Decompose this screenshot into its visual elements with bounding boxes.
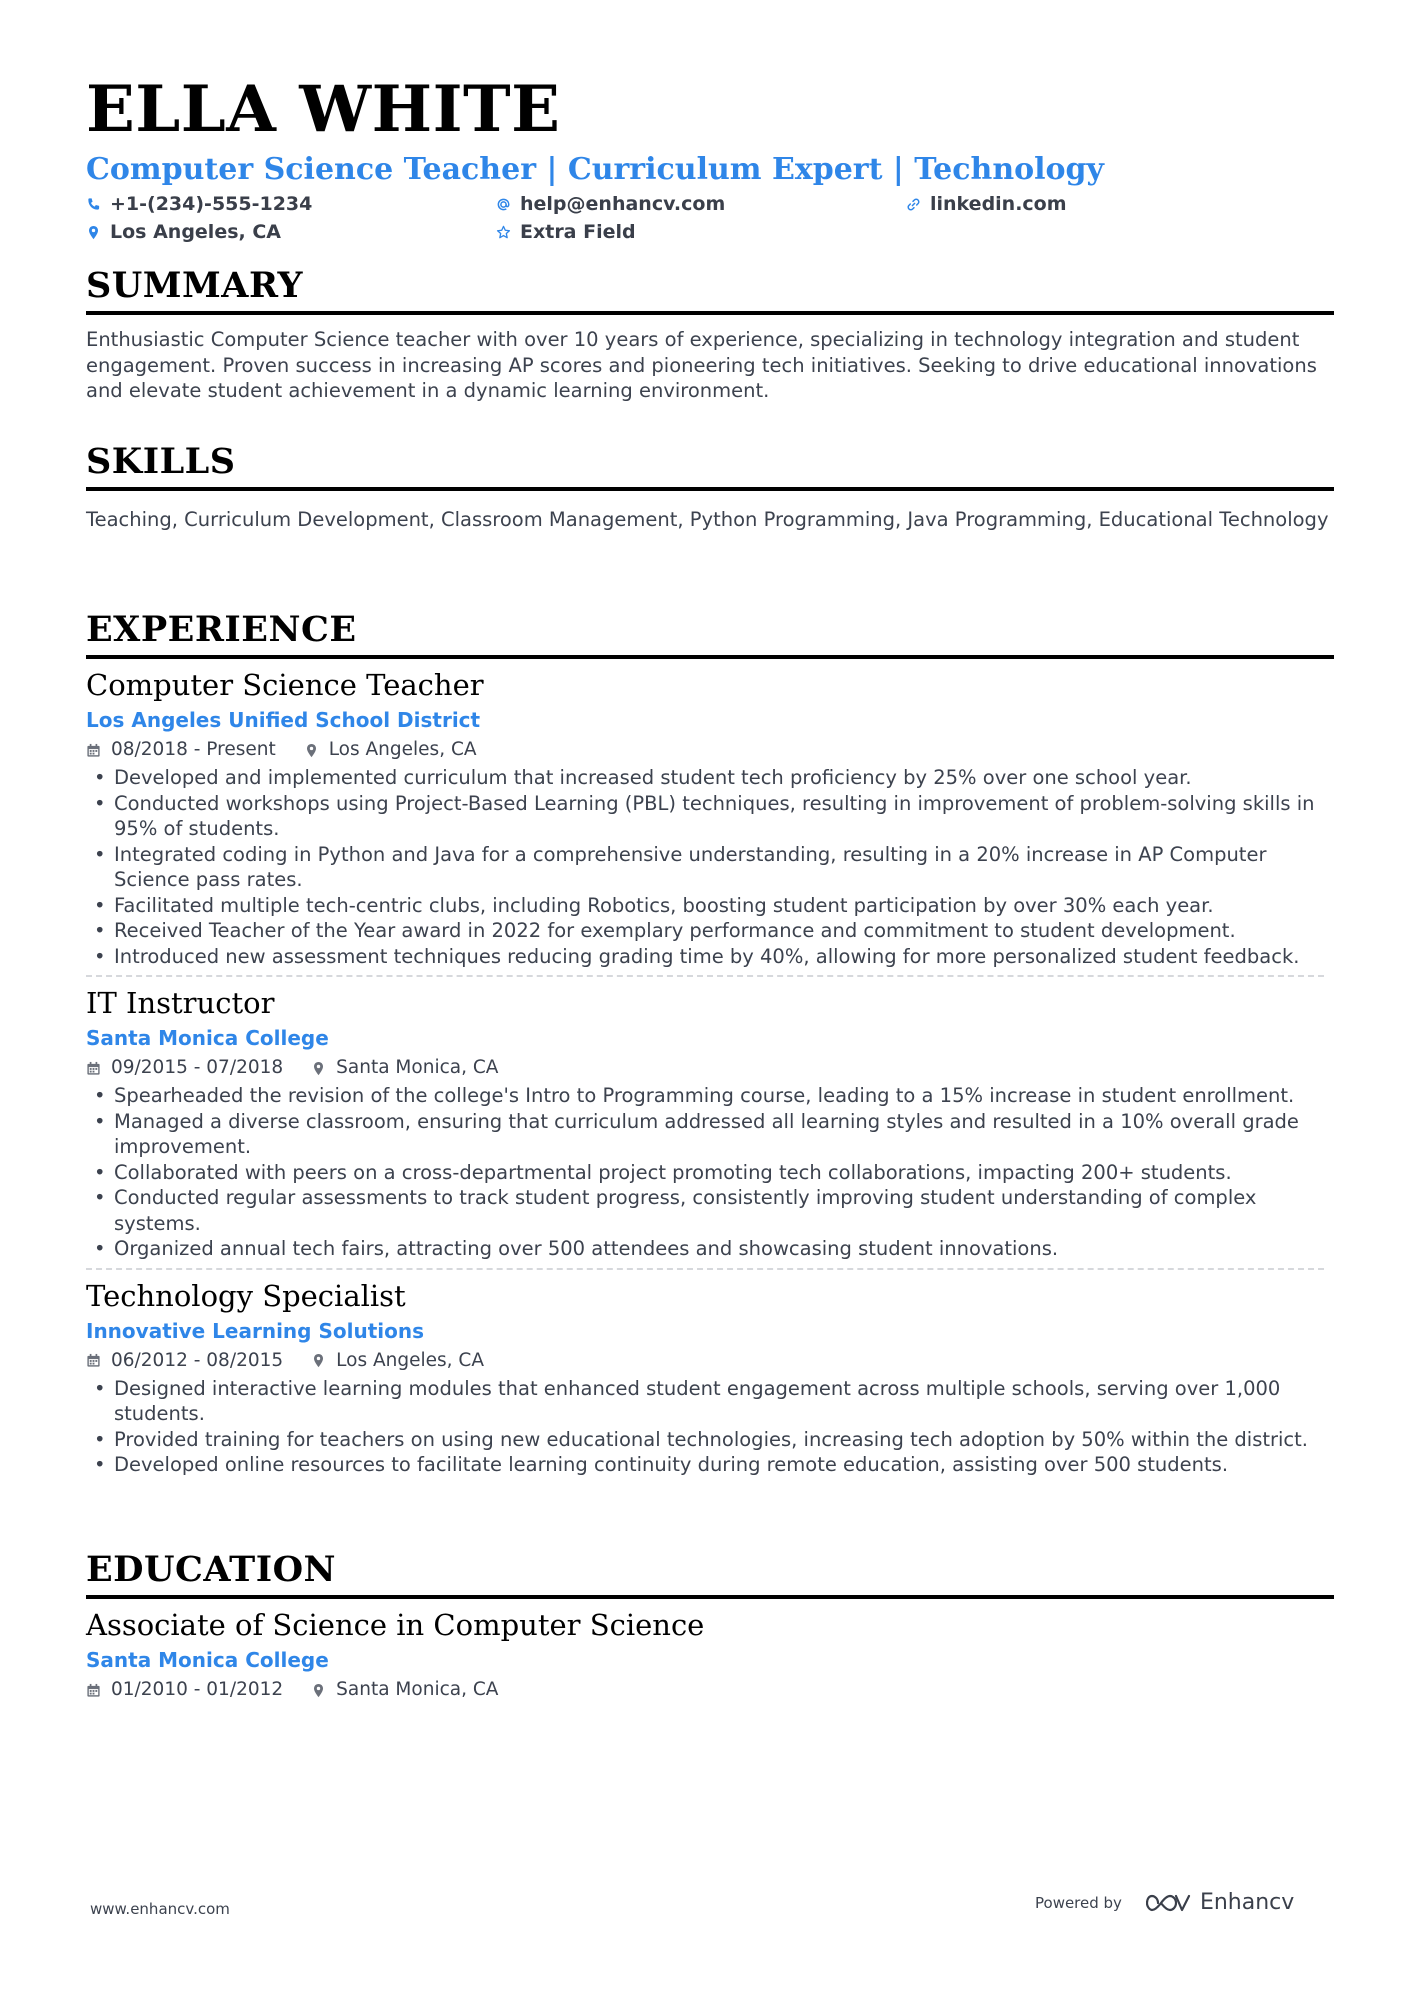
list-item: • Developed and implemented curriculum that increased student tech proficiency by 25% over one school year. [86, 765, 1334, 791]
section-divider [86, 1595, 1334, 1599]
calendar-icon [86, 1683, 101, 1698]
list-item: • Designed interactive learning modules that enhanced student engagement across multiple schools, serving over 1,000 students. [86, 1376, 1334, 1427]
skills-text: Teaching, Curriculum Development, Classroom Management, Python Programming, Java Programming, Educational Technology [86, 508, 1329, 531]
achievement-list [86, 1083, 1334, 1262]
date-text: 08/2018 - Present [111, 739, 276, 760]
date-range [86, 1348, 283, 1374]
calendar-icon [86, 743, 101, 758]
skills-section [86, 442, 1334, 533]
list-item: • Introduced new assessment techniques reducing grading time by 40%, allowing for more personalized student feedback. [86, 944, 1334, 970]
section-divider [86, 311, 1334, 315]
section-title: SUMMARY [86, 265, 303, 306]
company-name: Santa Monica College [86, 1026, 329, 1050]
contact-extra [496, 220, 906, 244]
list-item: • Integrated coding in Python and Java for a comprehensive understanding, resulting in a 20% increase in AP Computer Science pass rates. [86, 842, 1334, 893]
date-range [86, 1677, 283, 1703]
footer-website[interactable]: www.enhancv.com [90, 1900, 230, 1918]
section-title: EXPERIENCE [86, 609, 357, 650]
entry-divider [86, 975, 1324, 977]
job-location [311, 1348, 484, 1374]
list-item: • Managed a diverse classroom, ensuring that curriculum addressed all learning styles and resulted in a 10% overall grade improvement. [86, 1109, 1334, 1160]
entry-meta [86, 1677, 1334, 1703]
job-title: Technology Specialist [86, 1278, 406, 1313]
school-location [311, 1677, 498, 1703]
job-title: Computer Science Teacher [86, 668, 484, 702]
contact-location [86, 220, 496, 244]
brand-logo[interactable] [1146, 1890, 1294, 1915]
job-location [304, 737, 477, 763]
list-item: • Organized annual tech fairs, attracting over 500 attendees and showcasing student innovations. [86, 1236, 1334, 1262]
date-text: 01/2010 - 01/2012 [111, 1679, 284, 1700]
map-pin-icon [311, 1683, 326, 1698]
contact-info [86, 192, 1334, 244]
link-icon [906, 197, 921, 212]
entry-meta [86, 1348, 1334, 1374]
experience-entry [86, 1278, 1334, 1478]
date-range [86, 1055, 283, 1081]
brand-name: Enhancv [1199, 1890, 1295, 1915]
job-title: IT Instructor [86, 986, 275, 1020]
star-icon [496, 225, 511, 240]
section-title: SKILLS [86, 441, 236, 482]
phone-icon [86, 197, 101, 212]
job-location [311, 1055, 498, 1081]
achievement-list [86, 765, 1334, 969]
date-range [86, 737, 276, 763]
location-text: Santa Monica, CA [336, 1679, 499, 1700]
date-text: 09/2015 - 07/2018 [111, 1057, 284, 1078]
entry-meta [86, 737, 1334, 763]
extra-field: Extra Field [520, 221, 636, 243]
header [86, 70, 1334, 244]
map-pin-icon [304, 743, 319, 758]
education-section [86, 1550, 1334, 1703]
map-pin-icon [311, 1061, 326, 1076]
summary-section [86, 266, 1334, 404]
entry-divider [86, 1268, 1324, 1270]
entry-meta [86, 1055, 1334, 1081]
map-pin-icon [311, 1353, 326, 1368]
list-item: • Received Teacher of the Year award in 2022 for exemplary performance and commitment to student development. [86, 918, 1334, 944]
location-text: Los Angeles, CA [336, 1349, 484, 1371]
list-item: • Collaborated with peers on a cross-departmental project promoting tech collaborations, impacting 200+ students. [86, 1160, 1334, 1186]
calendar-icon [86, 1353, 101, 1368]
list-item: • Facilitated multiple tech-centric clubs, including Robotics, boosting student participation by over 30% each year. [86, 893, 1334, 919]
section-divider [86, 655, 1334, 659]
location-text: Los Angeles, CA [110, 221, 281, 243]
candidate-name: ELLA WHITE [86, 72, 561, 147]
location-text: Santa Monica, CA [336, 1057, 499, 1078]
section-title: EDUCATION [86, 1549, 337, 1590]
contact-email[interactable] [496, 192, 906, 216]
linkedin-link: linkedin.com [930, 193, 1067, 215]
list-item: • Spearheaded the revision of the college's Intro to Programming course, leading to a 15% increase in student enrollment. [86, 1083, 1334, 1109]
list-item: • Developed online resources to facilitate learning continuity during remote education, assisting over 500 students. [86, 1452, 1334, 1478]
email-address: help@enhancv.com [520, 193, 726, 215]
location-text: Los Angeles, CA [328, 739, 477, 760]
enhancv-logo-icon [1146, 1892, 1192, 1914]
education-entry [86, 1607, 1334, 1703]
experience-entry [86, 985, 1334, 1270]
resume-page [86, 70, 1334, 1700]
company-name: Los Angeles Unified School District [86, 708, 481, 732]
contact-linkedin[interactable] [906, 192, 1206, 216]
contact-phone[interactable] [86, 192, 496, 216]
list-item: • Provided training for teachers on using new educational technologies, increasing tech adoption by 50% within the district. [86, 1427, 1334, 1453]
experience-entry [86, 667, 1334, 977]
summary-text: Enthusiastic Computer Science teacher with over 10 years of experience, specializing in technology integration and student engagement. Proven success in increasing AP scores and pioneering tech initiatives. Seeking to drive educational innovations and elevate student achievement in a dynamic learning environment. [86, 328, 1317, 402]
company-name: Innovative Learning Solutions [86, 1318, 424, 1343]
date-text: 06/2012 - 08/2015 [111, 1349, 284, 1371]
at-sign-icon [496, 197, 511, 212]
map-pin-icon [86, 225, 101, 240]
footer-branding [1035, 1890, 1294, 1915]
section-divider [86, 487, 1334, 491]
achievement-list [86, 1376, 1334, 1478]
experience-section [86, 610, 1334, 1478]
list-item: • Conducted workshops using Project-Based Learning (PBL) techniques, resulting in improvement of problem-solving skills in 95% of students. [86, 791, 1334, 842]
headline: Computer Science Teacher | Curriculum Expert | Technology [86, 152, 1104, 187]
school-name: Santa Monica College [86, 1648, 329, 1672]
list-item: • Conducted regular assessments to track student progress, consistently improving student understanding of complex systems. [86, 1185, 1334, 1236]
phone-number: +1-(234)-555-1234 [110, 193, 313, 215]
powered-by-label: Powered by [1035, 1893, 1122, 1912]
calendar-icon [86, 1061, 101, 1076]
degree-title: Associate of Science in Computer Science [86, 1608, 705, 1642]
